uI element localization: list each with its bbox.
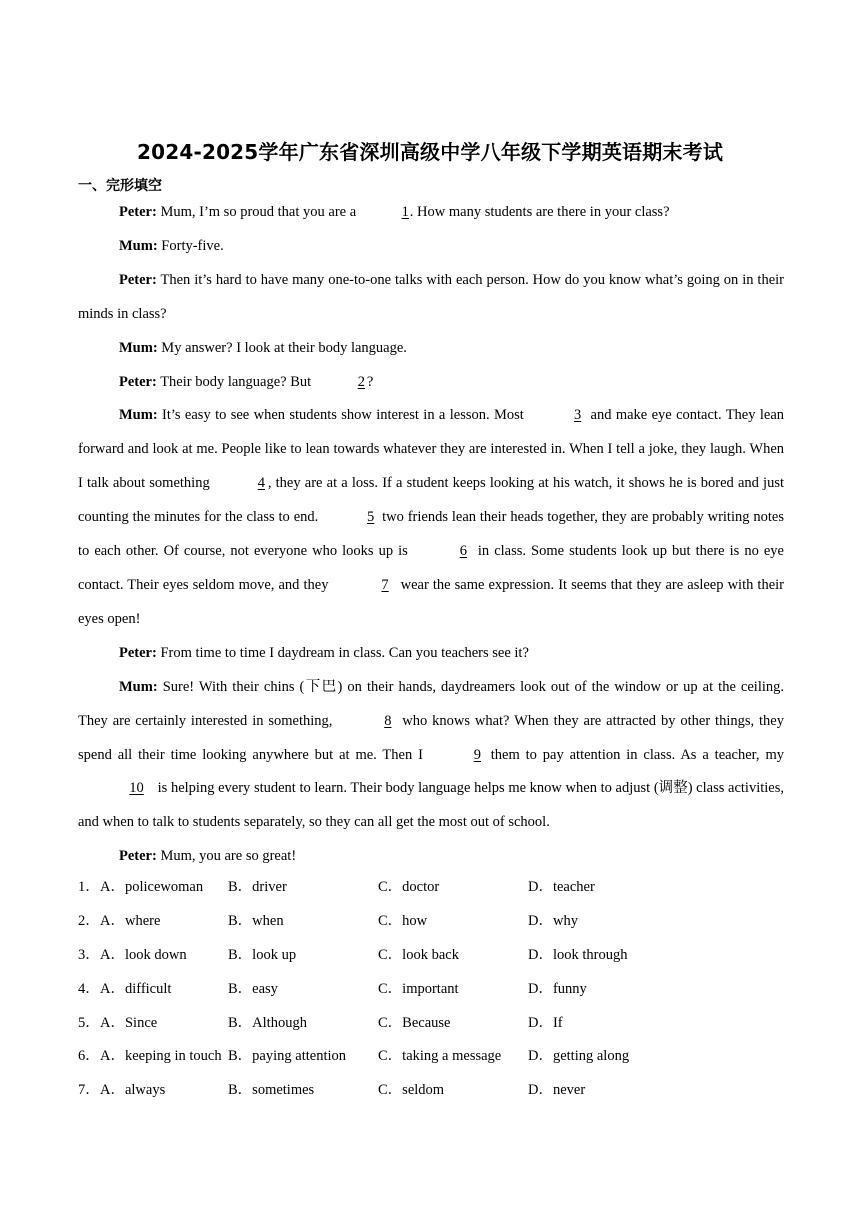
blank-2: 2 <box>357 373 365 390</box>
blank-1: 1 <box>401 204 409 220</box>
option-b: B．driver <box>228 879 287 895</box>
question-number: 2． <box>78 912 100 929</box>
option-d: D．funny <box>528 980 587 997</box>
question-options-7 <box>78 1074 784 1108</box>
option-d: D．look through <box>528 946 628 963</box>
question-options-1 <box>78 871 784 905</box>
speaker-label: Peter: <box>119 644 157 661</box>
question-options-6 <box>78 1040 784 1074</box>
question-number: 6． <box>78 1048 100 1065</box>
option-c: C．taking a message <box>378 1048 502 1065</box>
question-options-5 <box>78 1007 784 1041</box>
question-options-2 <box>78 905 784 939</box>
option-c: C．Because <box>378 1014 451 1031</box>
dialogue-line: Peter: Mum, I’m so proud that you are a 1. How many students are there in your class? <box>78 196 784 230</box>
question-options-3 <box>78 939 784 973</box>
dialogue-line: Mum: My answer? I look at their body language. <box>119 339 407 356</box>
dialogue-line: Mum: Forty-five. <box>119 237 224 254</box>
speaker-label: Mum: <box>119 339 158 356</box>
question-number: 5． <box>78 1014 100 1031</box>
question-number: 4． <box>78 980 100 997</box>
option-d: D．why <box>528 912 578 929</box>
option-c: C．look back <box>378 946 459 963</box>
blank-3: 3 <box>574 407 582 424</box>
option-a: A．difficult <box>100 980 172 997</box>
speaker-label: Mum: <box>119 678 158 695</box>
question-number: 1． <box>78 879 100 895</box>
blank-4: 4 <box>257 475 265 492</box>
dialogue-line: Mum: Sure! With their chins (下巴) on their hands, daydreamers look out of the window or up at the ceiling. They are certainly interested in something, 8 who knows what? When they are attracted by other things, they spend all their time looking anywhere but at me. Then I 9 them to pay attention in class. As a teacher, my 10 is helping every student to learn. Their body language helps me know when to adjust (调整) class activities, and when to talk to students separately, so they can all get the most out of school. <box>78 678 784 831</box>
speaker-label: Peter: <box>119 848 157 865</box>
blank-7: 7 <box>381 576 389 593</box>
blank-9: 9 <box>473 746 481 763</box>
section-heading: 一、完形填空 <box>78 178 162 194</box>
option-b: B．look up <box>228 946 297 963</box>
question-options-4 <box>78 973 784 1007</box>
blank-5: 5 <box>367 509 375 526</box>
dialogue-line: Peter: Their body language? But 2 ? <box>78 366 784 400</box>
blank-8: 8 <box>384 712 392 729</box>
option-b: B．easy <box>228 980 278 997</box>
option-b: B．sometimes <box>228 1082 315 1099</box>
answer-options <box>78 871 784 1108</box>
blank-10: 10 <box>129 780 144 797</box>
dialogue-line: Peter: From time to time I daydream in class. Can you teachers see it? <box>119 644 529 661</box>
option-b: B．paying attention <box>228 1048 346 1065</box>
dialogue-line: Mum: It’s easy to see when students show interest in a lesson. Most 3 and make eye contact. They lean forward and look at me. People like to lean towards whatever they are interested in. When I tell a joke, they laugh. When I talk about something 4 , they are at a loss. If a student keeps looking at his watch, it shows he is bored and just counting the minutes for the class to end. 5 two friends lean their heads together, they are probably writing notes to each other. Of course, not everyone who looks up is 6 in class. Some students look up but there is no eye contact. Their eyes seldom move, and they 7 wear the same expression. It seems that they are asleep with their eyes open! <box>78 399 784 636</box>
speaker-label: Peter: <box>119 204 157 220</box>
dialogue-line: Peter: Then it’s hard to have many one-to-one talks with each person. How do you know what’s going on in their minds in class? <box>78 271 784 322</box>
option-d: D．If <box>528 1014 563 1031</box>
option-d: D．getting along <box>528 1048 630 1065</box>
question-number: 3． <box>78 946 100 963</box>
option-c: C．seldom <box>378 1082 445 1099</box>
option-a: A．always <box>100 1082 166 1099</box>
speaker-label: Mum: <box>119 237 158 254</box>
speaker-label: Mum: <box>119 407 158 424</box>
option-c: C．doctor <box>378 879 440 895</box>
option-c: C．important <box>378 980 459 997</box>
option-a: A．look down <box>100 946 187 963</box>
speaker-label: Peter: <box>119 271 157 288</box>
option-a: A．where <box>100 912 161 929</box>
blank-6: 6 <box>459 543 467 560</box>
option-a: A．policewoman <box>100 879 204 895</box>
option-b: B．Although <box>228 1014 307 1031</box>
option-a: A．keeping in touch <box>100 1048 222 1065</box>
dialogue-line: Peter: Mum, you are so great! <box>119 848 297 865</box>
option-d: D．never <box>528 1082 586 1099</box>
option-a: A．Since <box>100 1014 158 1031</box>
option-c: C．how <box>378 912 428 929</box>
option-b: B．when <box>228 912 284 929</box>
question-number: 7． <box>78 1082 100 1099</box>
speaker-label: Peter: <box>119 373 157 390</box>
option-d: D．teacher <box>528 879 595 895</box>
cloze-passage <box>78 196 784 874</box>
page-title: 2024-2025学年广东省深圳高级中学八年级下学期英语期末考试 <box>136 140 724 164</box>
